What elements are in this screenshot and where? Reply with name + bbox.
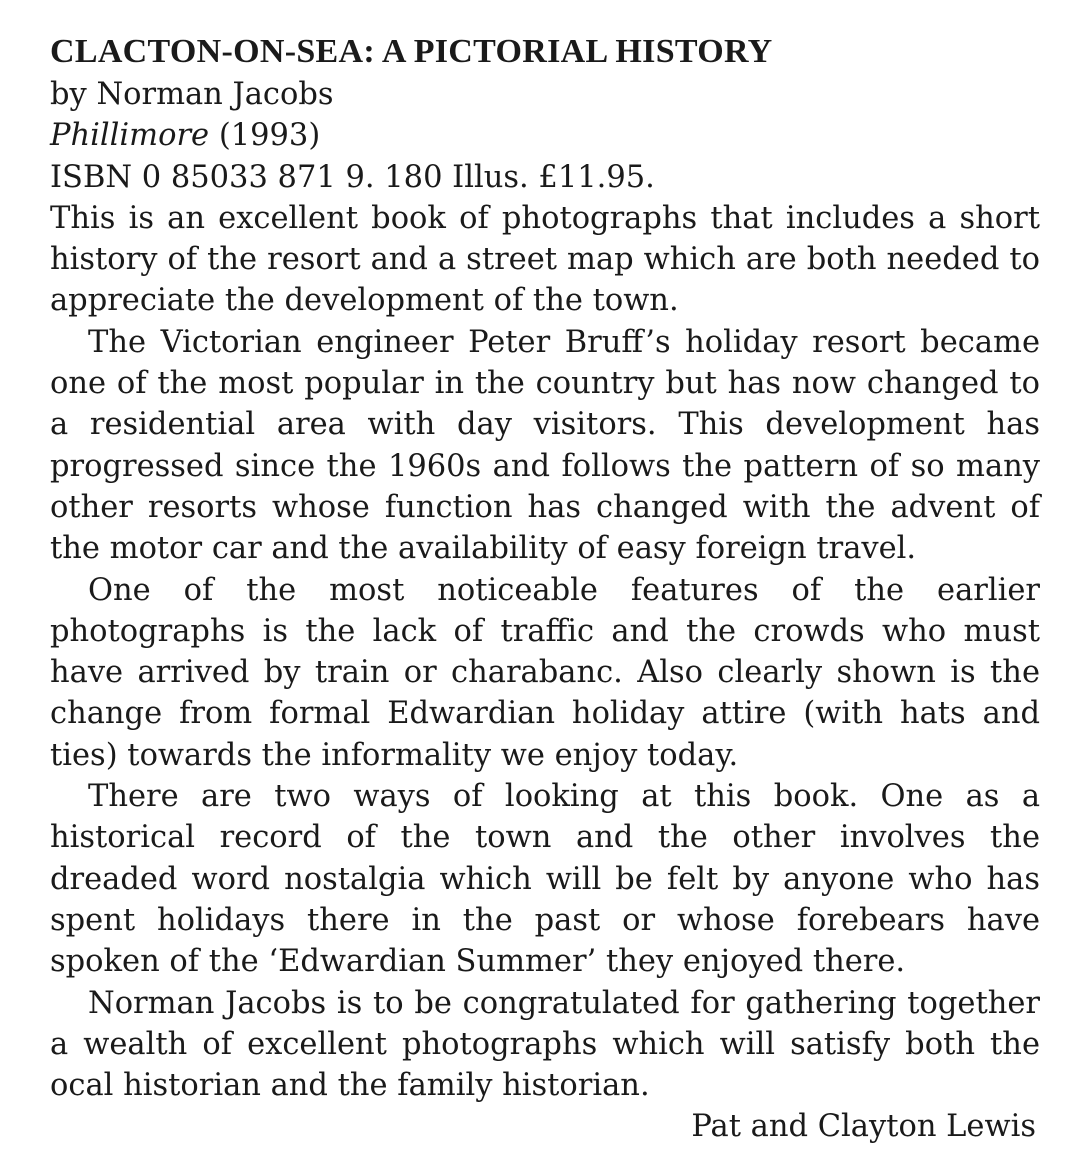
review-paragraph-5: Norman Jacobs is to be congratulated for gathering together a wealth of excellent photographs which will satisfy both the ocal historian and the family historian. (50, 985, 1040, 1104)
review-paragraph-2: The Victorian engineer Peter Bruff’s holiday resort became one of the most popular in the country but has now changed to a residential area with day visitors. This development has progressed since the 1960s and follows the pattern of so many other resorts whose function has changed with the advent of the motor car and the availability of easy foreign travel. (50, 324, 1040, 567)
book-review (50, 30, 1040, 1148)
review-paragraph-3: One of the most noticeable features of the earlier photographs is the lack of traffic and the crowds who must have arrived by train or charabanc. Also clearly shown is the change from formal Edwardian holiday attire (with hats and ties) towards the informality we enjoy today. (50, 572, 1040, 773)
publisher-line (50, 115, 1040, 156)
reviewer-signature: Pat and Clayton Lewis (691, 1109, 1036, 1145)
book-title: CLACTON-ON-SEA: A PICTORIAL HISTORY (50, 33, 773, 70)
isbn-line: ISBN 0 85033 871 9. 180 Illus. £11.95. (50, 159, 655, 195)
author-line: by Norman Jacobs (50, 77, 334, 112)
publication-year: (1993) (218, 118, 321, 154)
review-paragraph-1: This is an excellent book of photographs that includes a short history of the resort and a street map which are both needed to appreciate the development of the town. (50, 200, 1040, 319)
publisher-name: Phillimore (50, 118, 210, 154)
review-paragraph-4: There are two ways of looking at this book. One as a historical record of the town and the other involves the dreaded word nostalgia which will be felt by anyone who has spent holidays there in the past or whose forebears have spoken of the ‘Edwardian Summer’ they enjoyed there. (50, 779, 1040, 980)
